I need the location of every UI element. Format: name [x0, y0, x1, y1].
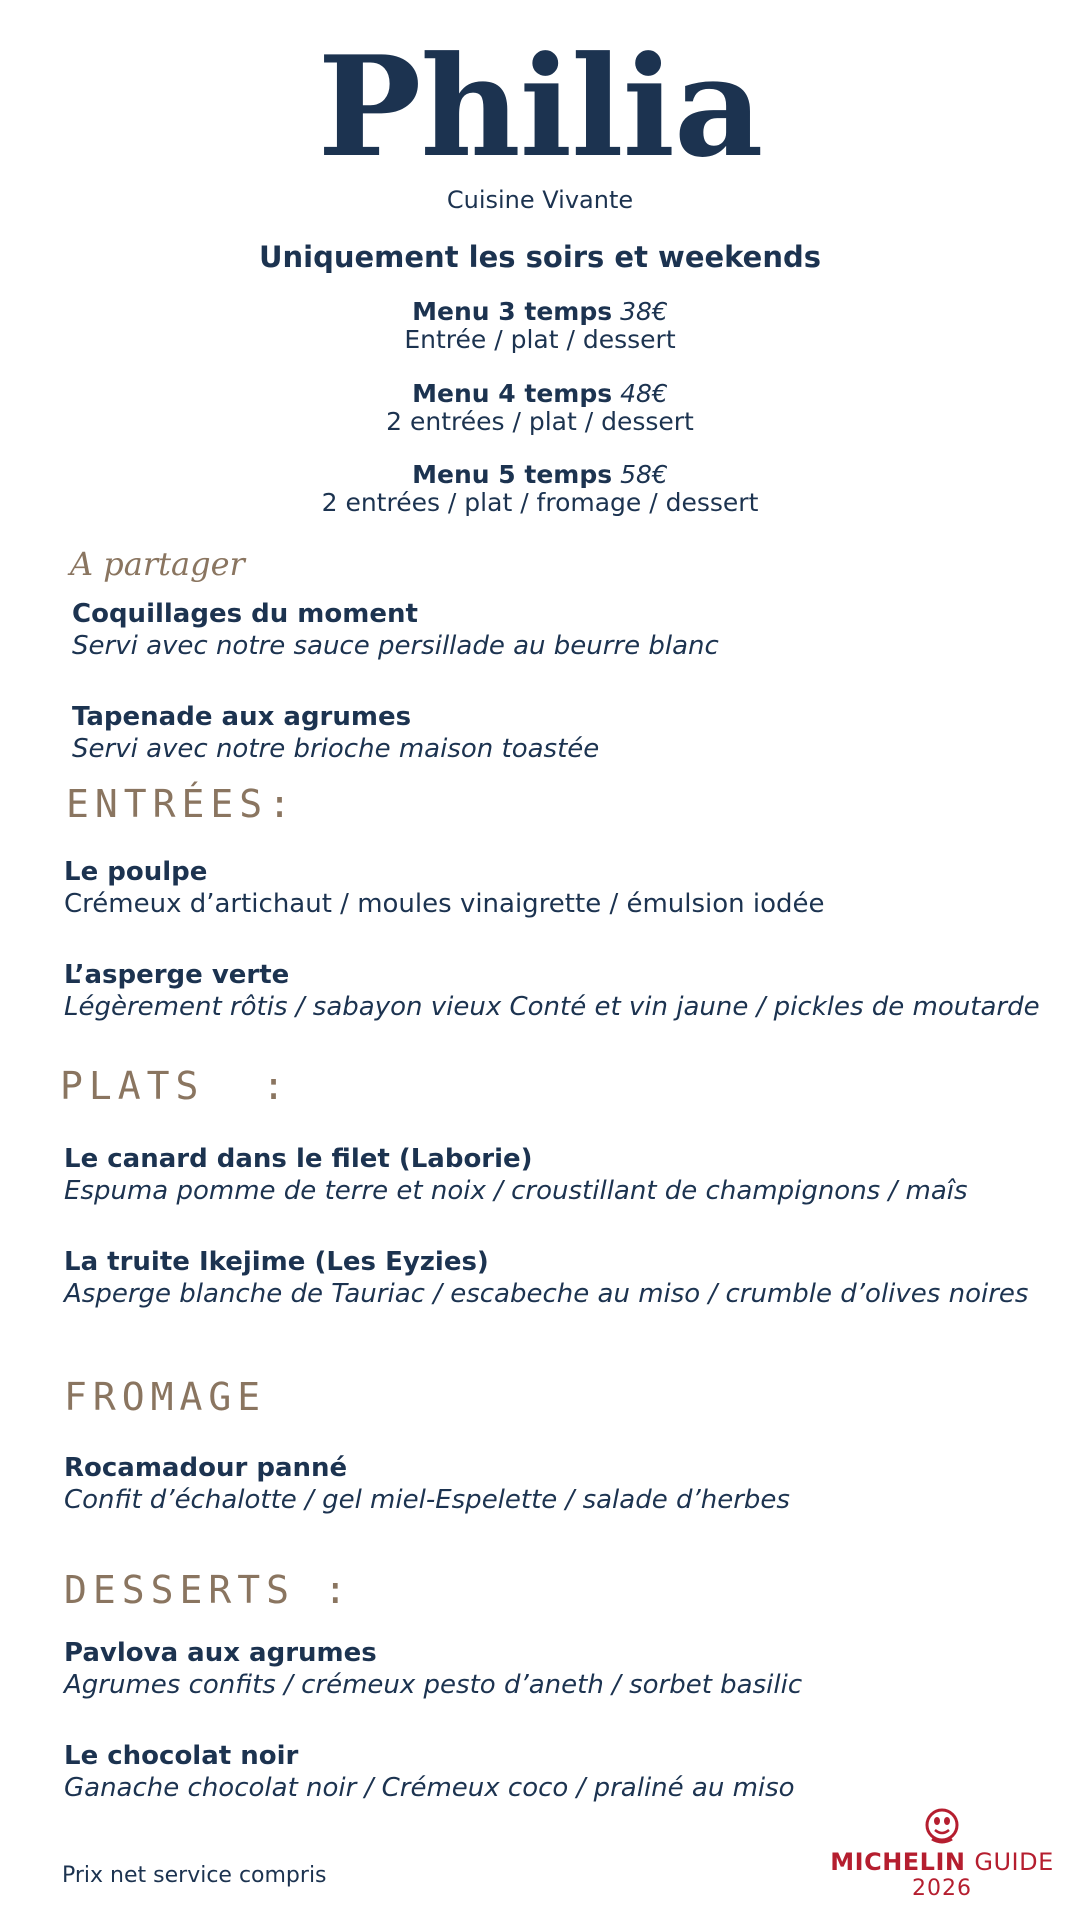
list-item — [72, 701, 599, 765]
michelin-guide: GUIDE — [974, 1848, 1054, 1876]
item-title: Rocamadour panné — [64, 1453, 348, 1483]
item-title: Le chocolat noir — [64, 1741, 299, 1771]
menu-name: Menu 4 temps — [412, 379, 613, 408]
list-item — [64, 856, 825, 920]
menu-price: 38€ — [620, 297, 668, 326]
item-title: Coquillages du moment — [72, 599, 418, 629]
michelin-badge — [827, 1808, 1057, 1901]
section-label-desserts: DESSERTS : — [64, 1568, 353, 1612]
michelin-year: 2026 — [912, 1876, 972, 1901]
footer-note: Prix net service compris — [62, 1863, 327, 1888]
item-description: Confit d’échalotte / gel miel-Espelette / salade d’herbes — [64, 1485, 790, 1515]
list-item — [64, 959, 1040, 1023]
brand-logo: Philia — [317, 25, 763, 188]
menu-description: Entrée / plat / dessert — [404, 325, 676, 354]
menu-name: Menu 5 temps — [412, 460, 613, 489]
item-description: Crémeux d’artichaut / moules vinaigrette / émulsion iodée — [64, 889, 825, 919]
menu-option — [0, 380, 1080, 436]
item-description: Légèrement rôtis / sabayon vieux Conté et vin jaune / pickles de moutarde — [64, 992, 1040, 1022]
list-item — [64, 1740, 795, 1804]
item-description: Servi avec notre sauce persillade au beurre blanc — [72, 631, 719, 661]
section-label-fromage: FROMAGE — [64, 1375, 267, 1419]
menu-name: Menu 3 temps — [412, 297, 613, 326]
menu-option — [0, 461, 1080, 517]
item-title: Tapenade aux agrumes — [72, 702, 412, 732]
list-item — [64, 1246, 1028, 1310]
list-item — [72, 598, 719, 662]
page-headline: Uniquement les soirs et weekends — [258, 240, 822, 274]
item-title: La truite Ikejime (Les Eyzies) — [64, 1247, 489, 1277]
bibendum-icon — [922, 1808, 962, 1846]
section-label-plats: PLATS : — [60, 1064, 292, 1108]
brand-tagline: Cuisine Vivante — [446, 186, 634, 214]
menu-price: 58€ — [620, 460, 668, 489]
item-description: Servi avec notre brioche maison toastée — [72, 734, 600, 764]
item-description: Ganache chocolat noir / Crémeux coco / praliné au miso — [64, 1773, 795, 1803]
item-description: Asperge blanche de Tauriac / escabeche au miso / crumble d’olives noires — [64, 1279, 1029, 1309]
menu-option — [0, 298, 1080, 354]
list-item — [64, 1452, 790, 1516]
menu-description: 2 entrées / plat / dessert — [386, 407, 694, 436]
item-title: Le canard dans le filet (Laborie) — [64, 1144, 533, 1174]
item-description: Espuma pomme de terre et noix / croustillant de champignons / maîs — [64, 1176, 968, 1206]
menu-price: 48€ — [620, 379, 668, 408]
item-description: Agrumes confits / crémeux pesto d’aneth / sorbet basilic — [64, 1670, 803, 1700]
item-title: Le poulpe — [64, 857, 208, 887]
item-title: L’asperge verte — [64, 960, 290, 990]
section-label-entrees: ENTRÉES: — [66, 782, 298, 826]
item-title: Pavlova aux agrumes — [64, 1638, 377, 1668]
menu-description: 2 entrées / plat / fromage / dessert — [321, 488, 759, 517]
michelin-word: MICHELIN — [830, 1848, 966, 1876]
section-label-share: A partager — [70, 545, 245, 583]
list-item — [64, 1143, 968, 1207]
list-item — [64, 1637, 802, 1701]
